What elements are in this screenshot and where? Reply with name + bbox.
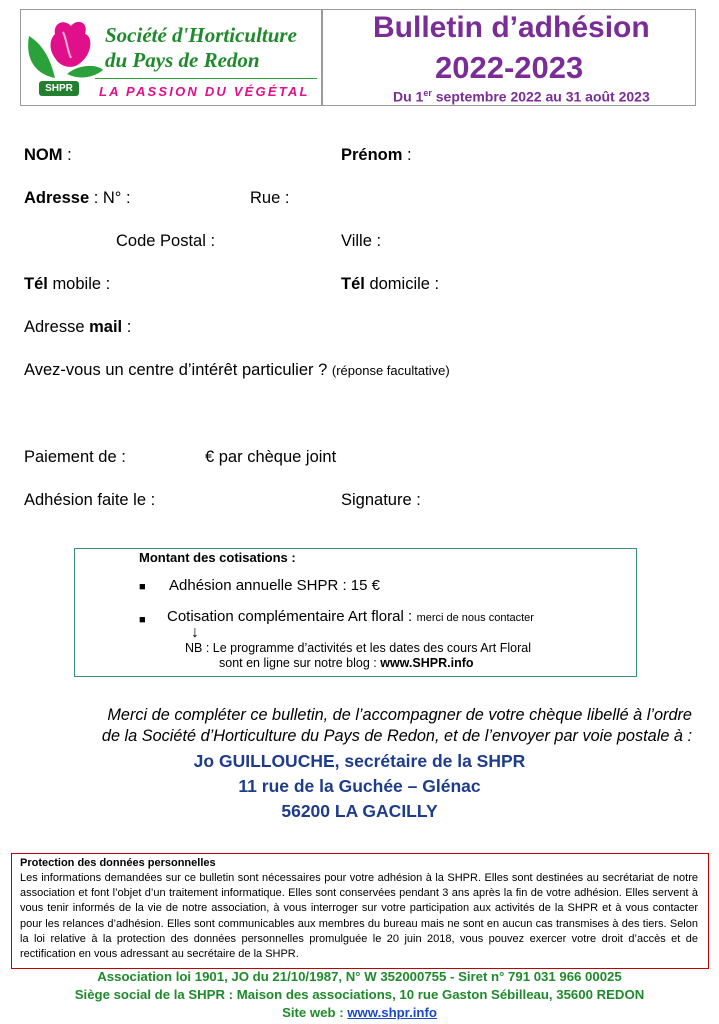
address-line2: 11 rue de la Guchée – Glénac [238, 776, 481, 796]
site-web-link[interactable]: www.shpr.info [347, 1005, 437, 1020]
data-protection-title: Protection des données personnelles [20, 857, 216, 869]
footer-association: Association loi 1901, JO du 21/10/1987, N° W 352000755 - Siret n° 791 031 966 00025 [97, 969, 622, 984]
cotisation-item-adhesion: Adhésion annuelle SHPR : 15 € [169, 577, 380, 594]
nb-line1: NB : Le programme d’activités et les dates des cours Art Floral [185, 641, 531, 655]
logo-title-line1: Société d'Horticulture [105, 23, 297, 47]
address-line3: 56200 LA GACILLY [281, 801, 438, 821]
field-ville[interactable]: Ville : [341, 232, 382, 250]
field-prenom[interactable]: Prénom : [341, 146, 412, 164]
logo-divider [95, 78, 317, 79]
date-range: Du 1er septembre 2022 au 31 août 2023 [393, 88, 650, 105]
logo-box [20, 9, 322, 106]
footer-siege: Siège social de la SHPR : Maison des associations, 10 rue Gaston Sébilleau, 35600 REDON [74, 987, 645, 1002]
paiement-cheque-label: € par chèque joint [205, 448, 337, 466]
footer-site: Site web : www.shpr.info [282, 1005, 437, 1020]
bullet-icon: ■ [139, 581, 146, 593]
arrow-down-icon: ↓ [191, 624, 199, 641]
bullet-icon: ■ [139, 614, 146, 626]
field-code-postal[interactable]: Code Postal : [116, 232, 216, 250]
field-signature[interactable]: Signature : [341, 491, 421, 509]
field-nom[interactable]: NOM : [24, 146, 72, 164]
field-adresse-mail[interactable]: Adresse mail : [24, 318, 132, 336]
closing-line1: Merci de compléter ce bulletin, de l’accompagner de votre chèque libellé à l’ordre [107, 706, 692, 724]
field-centre-interet[interactable]: Avez-vous un centre d’intérêt particulier ? (réponse facultative) [24, 361, 450, 379]
address-line1: Jo GUILLOUCHE, secrétaire de la SHPR [193, 751, 526, 771]
bulletin-title: Bulletin d’adhésion [373, 11, 650, 44]
nb-line2: sont en ligne sur notre blog : www.SHPR.info [219, 656, 474, 670]
field-paiement[interactable]: Paiement de : [24, 448, 126, 466]
shpr-badge: SHPR [39, 81, 79, 96]
cotisations-box [74, 548, 637, 677]
field-adresse-numero[interactable]: Adresse : N° : [24, 189, 131, 207]
field-adhesion-date[interactable]: Adhésion faite le : [24, 491, 156, 509]
logo-title-line2: du Pays de Redon [105, 48, 260, 72]
logo-tagline: LA PASSION DU VÉGÉTAL [99, 84, 310, 99]
closing-instructions [40, 705, 692, 747]
cotisation-item-art-floral: Cotisation complémentaire Art floral : merci de nous contacter [167, 608, 534, 625]
field-rue[interactable]: Rue : [250, 189, 290, 207]
field-tel-mobile[interactable]: Tél mobile : [24, 275, 111, 293]
cotisations-title: Montant des cotisations : [139, 550, 296, 565]
data-protection-text: Les informations demandées sur ce bulletin sont nécessaires pour votre adhésion à la SHPR. Elles sont destinées au secrétariat de notre association et font l’objet d’un traitement informatique. Elles sont conservées pendant 3 ans après la fin de votre adhésion. Elles servent à vous tenir informés de la vie de notre association, à vous interroger sur votre participation aux activités de la SHPR et à vous contacter pour les relances d’adhésion. Elles sont communicables aux membres du bureau mais ne sont en aucun cas transmises à des tiers. Selon la loi relative à la protection des données personnelles promulguée le 20 juin 2018, vous pouvez exercer votre droit d’accès et de rectification en vous adressant au secrétaire de la SHPR. [20, 872, 698, 961]
bulletin-years: 2022-2023 [435, 50, 584, 85]
field-tel-domicile[interactable]: Tél domicile : [341, 275, 440, 293]
title-box [322, 9, 696, 106]
data-protection-box [11, 853, 709, 969]
closing-line2: de la Société d’Horticulture du Pays de Redon, et de l’envoyer par voie postale à : [101, 727, 692, 745]
